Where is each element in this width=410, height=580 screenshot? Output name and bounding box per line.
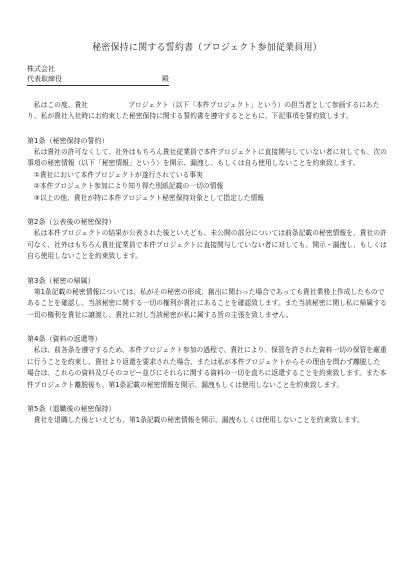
- article-body: 貴社を退職した後といえども、第1条記載の秘密情報を開示、漏洩もしくは使用しないことを約束致します。: [33, 416, 364, 424]
- article-body: 第1条記載の秘密情報については、私がその秘密の形成、創出に関わった場合であっても貴社業務上作成したものであることを確認し、当該秘密に関する一切の権利が貴社にあることを確認致します。また当該秘密に関し私に帰属する一切の権利を貴社に譲渡し、貴社に対し当該秘密が私に属する旨の主張を致しません。: [27, 287, 387, 319]
- article-item: ①貴社において本件プロジェクトが遂行されている事実: [33, 170, 203, 179]
- article-heading: 第3条（秘密の帰属）: [27, 276, 95, 285]
- article-5: [27, 404, 387, 427]
- addressee-title: 代表取締役: [27, 75, 62, 83]
- intro-part1: 私はこの度、貴社: [33, 100, 89, 109]
- article-2: [27, 217, 387, 263]
- article-3: [27, 276, 387, 322]
- article-heading: 第4条（資料の返還等）: [27, 335, 102, 343]
- article-1: [27, 136, 387, 205]
- article-body: 私は本件プロジェクトの結果が公表された後といえども、未公開の部分については前条記載の秘密情報を、貴社の許可なく、社外はもちろん貴社従業員で本件プロジェクトに直接関与していない者に対しても、開示・漏洩し、もしくは自ら使用しないことを約束致します。: [27, 229, 387, 260]
- article-heading: 第2条（公表後の秘密保持）: [27, 218, 116, 226]
- article-body: 私は貴社の許可なくして、社外はもちろん貴社従業員で本件プロジェクトに直接関与していない者に対しても、次の事項の秘密情報（以下「秘密情報」という）を開示、漏洩し、もしくは自ら使用しないことを約束致します。: [27, 147, 387, 167]
- addressee-honorific: 殿: [162, 75, 169, 83]
- addressee-representative: [27, 74, 169, 86]
- addressee-company: 株式会社: [27, 65, 55, 73]
- article-item: ③以上の他、貴社が特に本件プロジェクト秘密保持対象として指定した情報: [33, 193, 265, 202]
- intro-part2: プロジェクト（以下「本件プロジェクト」という）の担当者として参画するにあたり、私が貴社入社時にお約束した秘密保持に関する誓約書を遵守するとともに、下記事項を誓約致します。: [27, 100, 380, 120]
- intro-paragraph: [27, 100, 387, 123]
- article-heading: 第5条（退職後の秘密保持）: [27, 405, 116, 413]
- article-body: 私は、前各条を遵守するため、本件プロジェクト参加の過程で、貴社により、保管を許された資料一切の保管を厳重に行うことを約束し、貴社より返還を要求された場合、または私が本件プロジェクトからその理由を問わず離脱した場合は、これらの資料及びそのコピー並びにそれらに関する資料の一切を直ちに返還することを約束致します。また本件プロジェクト離脱後も、第1条記載の秘密情報を開示、漏洩もしくは使用しないことを約束致します。: [27, 346, 387, 389]
- article-item: ②本件プロジェクト参加により知り得た別紙記載の一切の情報: [33, 182, 224, 190]
- article-4: [27, 334, 387, 391]
- document-title: 秘密保持に関する誓約書（プロジェクト参加従業員用）: [92, 43, 322, 53]
- article-heading: 第1条（秘密保持の誓約）: [27, 136, 109, 145]
- addressee-block: [27, 64, 387, 86]
